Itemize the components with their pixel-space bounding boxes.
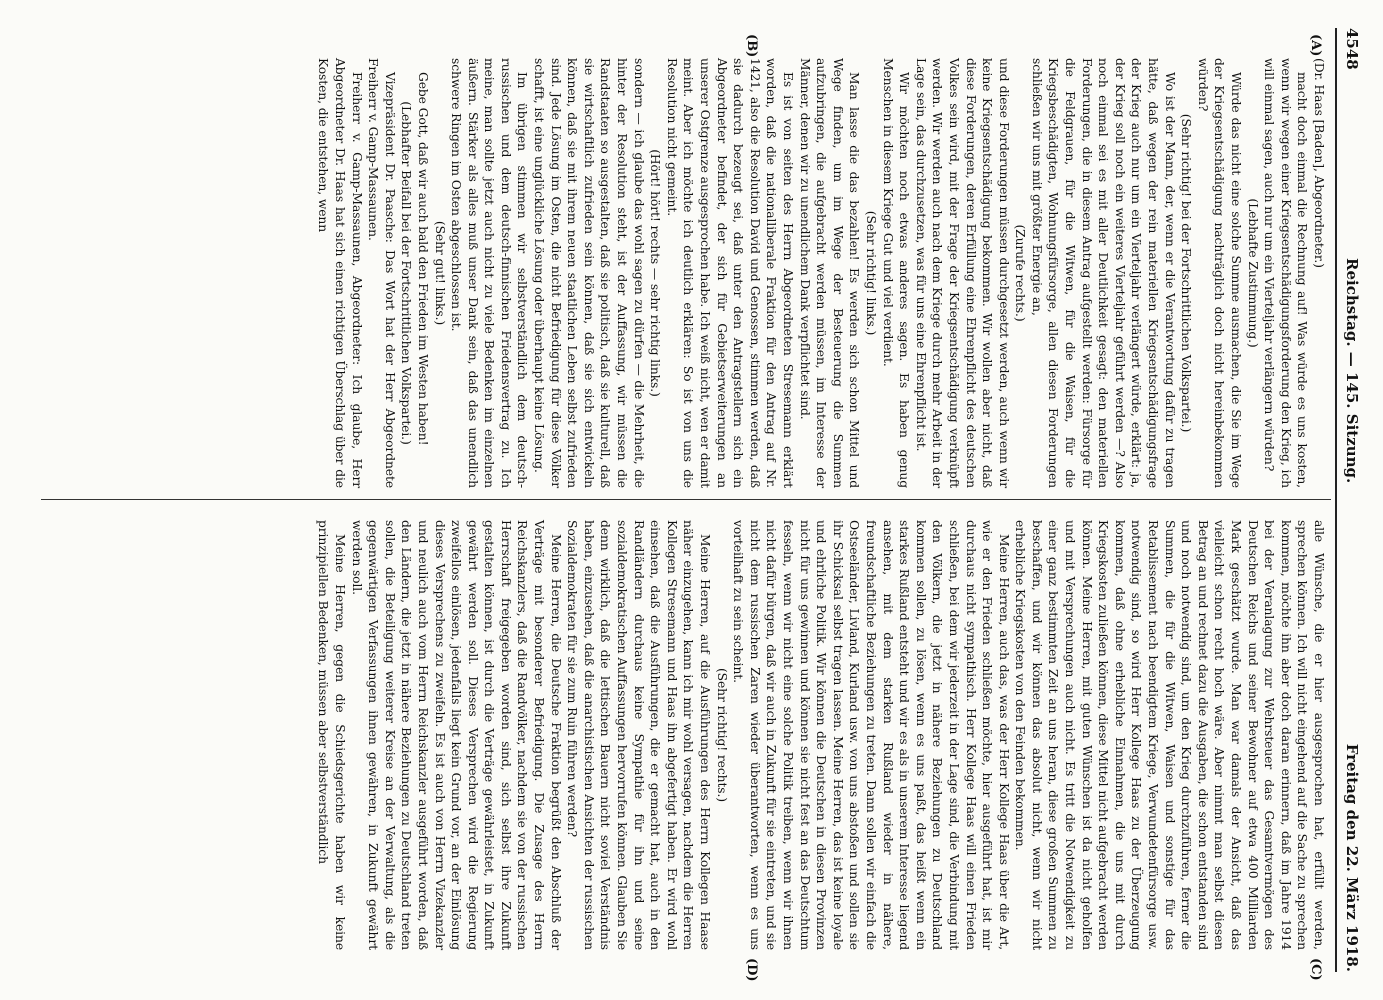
left-column bbox=[47, 58, 1327, 488]
paragraph: Wo ist der Mann, der, wenn er die Verantwortung dafür zu tragen hätte, daß wegen der rein materiellen Kriegsentschädigungsfrage der Krieg auch nur um ein Vierteljahr verlängert würde, erklärt: ja, der Krieg soll noch ein weiteres Vierteljahr geführt werden —? Also noch einmal sei es mit aller Deutlichkeit gesagt: den materiellen Forderungen, die in diesem Antrag aufgestellt werden: Fürsorge für die Feldgrauen, für die Witwen, für die Waisen, für die Kriegsbeschädigten, Wohnungsfürsorge, allen diesen Forderungen schließen wir uns mit größter Energie an, bbox=[1029, 58, 1177, 488]
stage-remark: (Sehr richtig! rechts.) bbox=[714, 667, 729, 803]
header-rule bbox=[1335, 28, 1337, 972]
paragraph: Man lasse die das bezahlen! Es werden sich schon Mittel und Wege finden, um im Wege der Besteuerung die Summen aufzubringen, die aufgebracht werden müssen, im Interesse der Männer, denen wir zu unendlichem Dank verpflichtet sind. bbox=[797, 58, 862, 488]
page-header bbox=[1339, 28, 1361, 972]
margin-marker-c: (C) bbox=[1308, 958, 1323, 981]
header-date: Freitag den 22. März 1918. bbox=[1343, 743, 1361, 972]
paragraph: sondern — ich glaube das wohl sagen zu dürfen — die Mehrheit, die hinter der Resolution steht, ist der Auffassung, wir müssen die Randstaaten so ausgestalten, daß sie politisch, daß sie kulturell, daß sie wirtschaftlich zufrieden sein können, daß sie sich entwickeln können, daß sie mit ihrem neuen staatlichen Leben selbst zufrieden sind. Jede Lösung im Osten, die nicht Befriedigung für diese Völker schafft, ist eine unglückliche Lösung oder überhaupt keine Lösung. bbox=[532, 58, 646, 488]
stage-remark: (Zurufe rechts.) bbox=[1013, 224, 1028, 322]
header-title: Reichstag. — 145. Sitzung. bbox=[1343, 258, 1361, 484]
paragraph: Meine Herren, auf die Ausführungen des Herrn Kollegen Haase näher einzugehen, kann ich mir wohl versagen, nachdem die Herren Kollegen Stresemann und Haas ihn abgefertigt haben. Er wird wohl einsehen, daß die Ausführungen, die er gemacht hat, auch in den Randländern durchaus keine Sympathie für ihn und seine sozialdemokratischen Auffassungen hervorrufen können. Glauben Sie denn wirklich, daß die lettischen Bauern nicht soviel Verständnis haben, einzusehen, daß die anarchistischen Ansichten der russischen Sozialdemokraten für sie zum Ruin führen werden? bbox=[565, 520, 713, 950]
paragraph: Meine Herren, die Deutsche Fraktion begrüßt den Abschluß der Verträge mit besonderer Befriedigung. Die Zusage des Herrn Reichskanzlers, daß die Randvölker, nachdem sie von der russischen Herrschaft freigegeben worden sind, sich selbst ihre Zukunft gestalten können, ist durch die Verträge gewährleistet, in Zukunft gewährt werden soll. Dieses Versprechen wird die Regierung zweifellos einlösen, jedenfalls liegt kein Grund vor, an der Einlösung dieses Versprechens zu zweifeln. Es ist auch von Herrn Vizekanzler und neulich auch vom Herrn Reichskanzler ausgeführt worden, daß den Ländern, die jetzt in nähere Beziehungen zu Deutschland treten sollen, die Beteiligung weiterer Kreise an der Verwaltung, als die gegenwärtigen Verfassungen ihnen gewähren, in Zukunft gewährt werden soll. bbox=[349, 520, 563, 950]
paragraph: alle Wünsche, die er hier ausgesprochen hat, erfüllt werden, sprechen können. Ich will nicht eingehend auf die Sache zu sprechen kommen, möchte ihn aber doch daran erinnern, daß im Jahre 1914 bei der Veranlagung zur Wehrsteuer das Gesamtvermögen des Deutschen Reichs und seiner Bewohner auf etwa 400 Milliarden Mark geschätzt wurde. Man war damals der Ansicht, daß das vielleicht schon recht hoch wäre. Aber nimmt man selbst diesen Betrag an und rechnet dazu die Ausgaben, die schon entstanden sind und noch notwendig sind, um den Krieg durchzuführen, ferner die Summen, die für die Witwen, Waisen und sonstige für das Retablissement nach beendigtem Kriege, Verwundetenfürsorge usw. notwendig sind, so wird Herr Kollege Haas zu der Überzeugung kommen, daß ohne erhebliche Einnahmen, die uns mit durch Kriegskosten zuließen können, diese Mittel nicht aufgebracht werden können. Meine Herren, mit guten Wünschen ist da nicht geholfen und mit Versprechungen auch nicht. Es tritt die Notwendigkeit zu einer ganz bestimmten Zeit an uns heran, diese großen Summen zu beschaffen, und wir können das absolut nicht, wenn wir nicht erhebliche Kriegskosten von den Feinden bekommen. bbox=[1013, 520, 1326, 950]
paragraph: Würde das nicht eine solche Summe ausmachen, die Sie im Wege der Kriegsentschädigung nachträglich doch nicht hereinbekommen würden? bbox=[1195, 58, 1244, 488]
stage-remark: (Sehr gut! links.) bbox=[432, 220, 447, 326]
page-number: 4548 bbox=[1343, 28, 1361, 70]
paragraph: Es ist von seiten des Herrn Abgeordneten Stresemann erklärt worden, daß die nationalliberale Fraktion für den Antrag auf Nr. 1421, also die Resolution David und Genossen, stimmen werden, daß sie dadurch bezeugt sei, daß unter den Antragstellern sich ein Abgeordneter befindet, der sich für Gebietserweiterungen an unserer Ostgrenze ausgesprochen habe. Ich weiß nicht, wen er damit meint. Aber ich möchte ich deutlich erklären: So ist von uns die Resolution nicht gemeint. bbox=[664, 58, 795, 488]
right-column bbox=[47, 520, 1327, 950]
paragraph: (Dr. Haas [Baden], Abgeordneter.) bbox=[1312, 58, 1326, 268]
paragraph: Vizepräsident Dr. Paasche: Das Wort hat der Herr Abgeordnete Freiherr v. Gamp-Massaunen. bbox=[366, 58, 397, 488]
paragraph: und diese Forderungen müssen durchgesetzt werden, auch wenn wir keine Kriegsentschädigung bekommen. Wir wollen aber nicht, daß diese Forderungen, deren Erfüllung eine Ehrenpflicht des deutschen Volkes sein wird, mit der Frage der Kriegsentschädigung verknüpft werden. Wir werden auch nach dem Kriege durch mehr Arbeit in der Lage sein, das durchzusetzen, was für uns eine Ehrenpflicht ist. bbox=[913, 58, 1011, 488]
stage-remark: (Hört! hört! rechts — sehr richtig links.) bbox=[648, 149, 663, 397]
paragraph: macht doch einmal die Rechnung auf! Was würde es uns kosten, wenn wir wegen einer Kriegsentschädigungsforderung den Krieg, ich will einmal sagen, auch nur um ein Vierteljahr verlängern würden? bbox=[1262, 58, 1310, 488]
stage-remark: (Lebhafter Beifall bei der Fortschrittlichen Volkspartei.) bbox=[399, 101, 414, 445]
paragraph: Meine Herren, auch das, was der Herr Kollege Haas über die Art, wie er den Frieden schließen möchte, hier ausgeführt hat, ist mir durchaus nicht sympathisch. Herr Kollege Haas will einen Frieden schließen, bei dem wir jederzeit in der Lage sind, die Verbindung mit den Völkern, die jetzt in nähere Beziehungen zu Deutschland kommen sollen, zu lösen, wenn es uns paßt, das heißt wenn ein starkes Rußland entsteht und wir es als in unserem Interesse liegend ansehen, mit dem starken Rußland wieder in nähere, freundschaftliche Beziehungen zu treten. Dann sollen wir einfach die Ostseeländer, Livland, Kurland usw. von uns abstoßen und sollen sie ihr Schicksal selbst tragen lassen. Meine Herren, das ist keine loyale und ehrliche Politik. Wir können die Deutschen in diesen Provinzen nicht für uns gewinnen und können sie nicht fest an das Deutschtum fesseln, wenn wir nicht eine solche Politik treiben, wenn wir ihnen nicht dafür bürgen, daß wir auch in Zukunft für sie eintreten, und sie nicht dem russischen Zaren wieder überantworten, wenn es uns vorteilhaft zu sein scheint. bbox=[731, 520, 1011, 950]
paragraph: Freiherr v. Gamp-Massaunen, Abgeordneter: Ich glaube, Herr Abgeordneter Dr. Haas hat sich einen richtigen Überschlag über die Kosten, die entstehen, wenn bbox=[316, 58, 364, 488]
paragraph: Im übrigen stimmen wir selbstverständlich dem deutsch-russischen und dem deutsch-finnischen Friedensvertrag zu. Ich meine, man sollte jetzt auch nicht zu viele Bedenken im einzelnen äußern. Stärker als alles muß unser Dank sein, daß das unendlich schwere Ringen im Osten abgeschlossen ist. bbox=[449, 58, 530, 488]
margin-marker-d: (D) bbox=[744, 958, 759, 982]
paragraph: Wir möchten noch etwas anderes sagen. Es haben genug Menschen in diesem Kriege Gut und viel verdient. bbox=[880, 58, 912, 488]
stage-remark: (Sehr richtig! bei der Fortschrittlichen Volkspartei.) bbox=[1179, 113, 1194, 433]
stage-remark: (Lebhafte Zustimmung.) bbox=[1245, 198, 1260, 348]
margin-marker-b: (B) bbox=[744, 34, 759, 58]
paragraph: Meine Herren, gegen die Schiedsgerichte haben wir keine prinzipiellen Bedenken, müssen aber selbstverständlich bbox=[316, 520, 347, 950]
column-divider bbox=[41, 499, 1331, 500]
paragraph: Gebe Gott, daß wir auch bald den Frieden im Westen haben! bbox=[415, 72, 430, 446]
stage-remark: (Sehr richtig! links.) bbox=[863, 210, 878, 336]
margin-marker-a: (A) bbox=[1308, 34, 1323, 57]
